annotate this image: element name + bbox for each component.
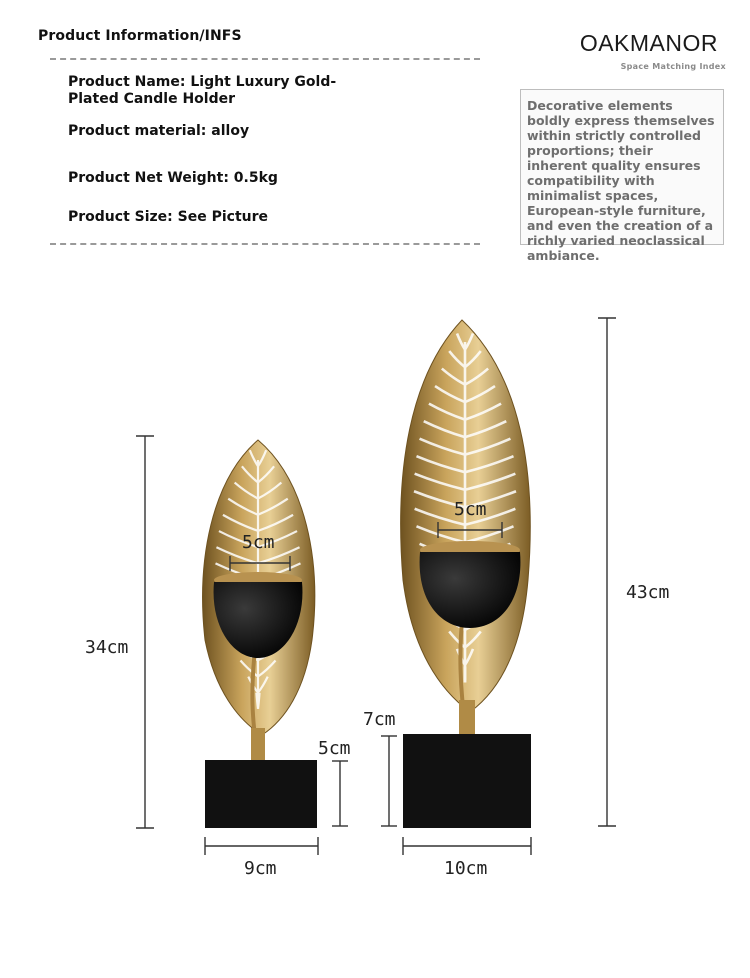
brand-subtitle: Space Matching Index	[620, 62, 726, 71]
label-small-height: 34cm	[85, 637, 129, 658]
divider-bottom	[50, 243, 480, 245]
dim-small-base-width	[205, 837, 318, 855]
divider-top	[50, 58, 480, 60]
large-base	[403, 734, 531, 828]
dim-large-height	[598, 318, 616, 826]
spec-net-weight: Product Net Weight: 0.5kg	[68, 170, 278, 186]
small-post	[251, 728, 265, 762]
description-box: Decorative elements boldly express themselves within strictly controlled proportions; their inherent quality ensures compatibility with minimalist spaces, European-style furniture, and even the creation of a richly varied neoclassical ambiance.	[520, 89, 724, 245]
dim-small-base-height	[332, 761, 348, 826]
dim-small-height	[136, 436, 154, 828]
large-candle-holder	[401, 320, 531, 828]
large-post	[459, 700, 475, 736]
label-small-cup: 5cm	[242, 532, 275, 553]
small-base	[205, 760, 317, 828]
dim-large-base-width	[403, 837, 531, 855]
spec-size: Product Size: See Picture	[68, 209, 268, 225]
label-small-base-height: 5cm	[318, 738, 351, 759]
label-large-base-height: 7cm	[363, 709, 396, 730]
label-large-base-width: 10cm	[444, 858, 488, 879]
spec-product-name: Product Name: Light Luxury Gold-Plated Candle Holder	[68, 74, 337, 107]
dim-large-base-height	[381, 736, 397, 826]
small-candle-holder	[203, 440, 317, 828]
label-large-cup: 5cm	[454, 499, 487, 520]
label-large-height: 43cm	[626, 582, 670, 603]
brand-logo: OAKMANOR	[579, 30, 718, 56]
label-small-base-width: 9cm	[244, 858, 277, 879]
spec-material: Product material: alloy	[68, 123, 250, 139]
product-info-header: Product Information/INFS	[38, 28, 242, 44]
product-figure	[0, 290, 750, 940]
